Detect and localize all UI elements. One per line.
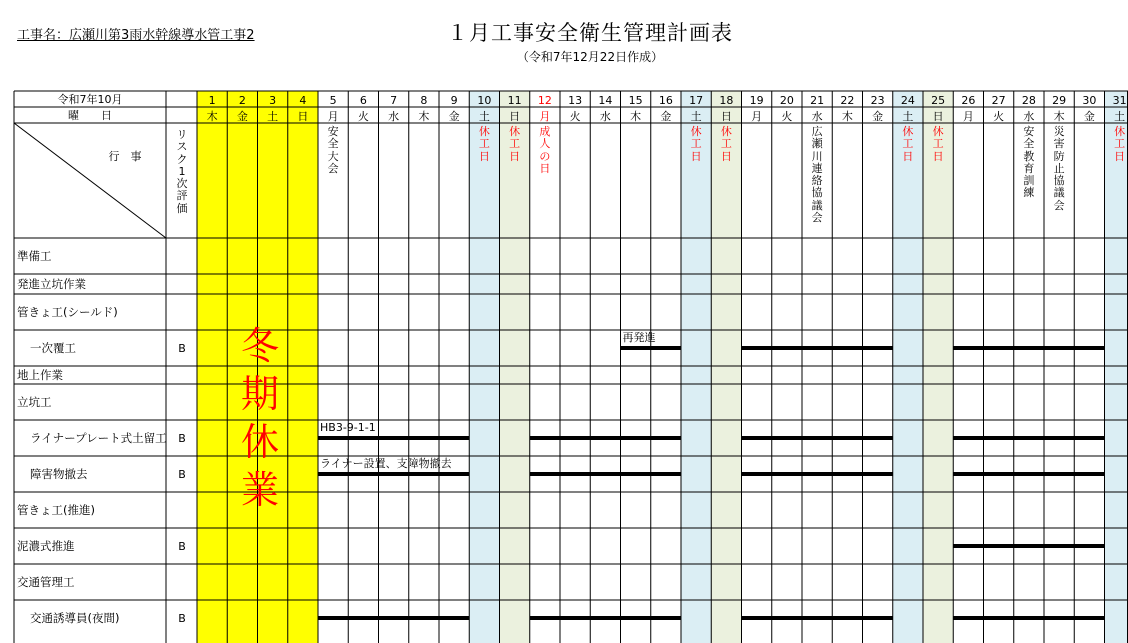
weekday-23: 金 [872, 110, 884, 123]
day-number-30: 30 [1082, 94, 1097, 107]
weekday-12: 月 [539, 110, 551, 123]
day-number-7: 7 [390, 94, 398, 107]
day-number-15: 15 [628, 94, 643, 107]
day-number-26: 26 [961, 94, 976, 107]
risk-value-3: B [178, 342, 186, 355]
day-number-24: 24 [900, 94, 915, 107]
day-column-18 [711, 91, 741, 643]
day-number-20: 20 [779, 94, 794, 107]
day-number-16: 16 [658, 94, 673, 107]
schedule-bar [742, 472, 893, 476]
row-label-4: 地上作業 [17, 368, 63, 382]
day-number-18: 18 [719, 94, 734, 107]
schedule-bar [953, 616, 1104, 620]
weekday-30: 金 [1083, 110, 1095, 123]
weekday-19: 月 [751, 110, 763, 123]
day-column-11 [500, 91, 530, 643]
day-number-11: 11 [507, 94, 522, 107]
weekday-24: 土 [902, 110, 914, 123]
row-label-10: 交通管理工 [17, 575, 75, 589]
row-label-6: ライナープレート式土留工 [30, 431, 167, 445]
weekday-17: 土 [690, 110, 702, 123]
day-number-31: 31 [1112, 94, 1127, 107]
weekday-28: 水 [1023, 110, 1035, 123]
schedule-bar [530, 436, 681, 440]
day-column-17 [681, 91, 711, 643]
day-number-19: 19 [749, 94, 764, 107]
event-29: 災 害 防 止 協 議 会 [1053, 125, 1065, 212]
weekday-label: 曜 日 [68, 109, 112, 122]
day-number-2: 2 [238, 94, 246, 107]
weekday-11: 日 [509, 110, 521, 123]
schedule-bar [953, 544, 1104, 548]
day-number-12: 12 [537, 94, 552, 107]
weekday-31: 土 [1114, 110, 1126, 123]
weekday-6: 火 [357, 110, 369, 123]
schedule-bar [530, 616, 681, 620]
day-number-4: 4 [299, 94, 307, 107]
weekday-10: 土 [478, 110, 490, 123]
day-column-25 [923, 91, 953, 643]
event-18: 休 工 日 [720, 125, 732, 163]
day-number-22: 22 [840, 94, 855, 107]
schedule-bar [318, 616, 469, 620]
weekday-14: 水 [599, 110, 611, 123]
row-label-9: 泥濃式推進 [17, 539, 75, 553]
event-24: 休 工 日 [902, 125, 914, 163]
weekday-4: 日 [297, 110, 309, 123]
event-5: 安 全 大 会 [327, 125, 339, 175]
weekday-26: 月 [962, 110, 974, 123]
schedule-bar [953, 436, 1104, 440]
event-label: 行 事 [108, 150, 142, 163]
risk-value-11: B [178, 612, 186, 625]
schedule-note-1: HB3-9-1-1 [320, 421, 376, 434]
day-number-28: 28 [1021, 94, 1036, 107]
day-number-1: 1 [208, 94, 216, 107]
row-label-5: 立坑工 [17, 395, 52, 409]
weekday-18: 日 [720, 110, 732, 123]
weekday-20: 火 [781, 110, 793, 123]
weekday-7: 水 [388, 110, 400, 123]
weekday-22: 木 [841, 110, 853, 123]
day-number-27: 27 [991, 94, 1006, 107]
weekday-27: 火 [993, 110, 1005, 123]
event-25: 休 工 日 [932, 125, 944, 163]
day-number-9: 9 [450, 94, 458, 107]
day-number-5: 5 [329, 94, 337, 107]
schedule-note-0: 再発進 [622, 331, 656, 344]
row-label-11: 交通誘導員(夜間) [30, 611, 120, 625]
weekday-25: 日 [932, 110, 944, 123]
weekday-29: 木 [1053, 110, 1065, 123]
row-label-0: 準備工 [17, 249, 52, 263]
risk-value-7: B [178, 468, 186, 481]
event-28: 安 全 教 育 訓 練 [1023, 125, 1035, 200]
event-21: 広 瀬 川 連 絡 協 議 会 [811, 125, 823, 225]
day-number-21: 21 [810, 94, 825, 107]
day-number-23: 23 [870, 94, 885, 107]
day-column-31 [1105, 91, 1128, 643]
schedule-bar [318, 472, 469, 476]
risk-value-9: B [178, 540, 186, 553]
schedule-bar [621, 346, 682, 350]
day-column-24 [893, 91, 923, 643]
schedule-note-2: ライナー設置、支障物撤去 [320, 457, 452, 470]
event-10: 休 工 日 [478, 125, 490, 163]
day-number-10: 10 [477, 94, 492, 107]
page-subtitle: （令和7年12月22日作成） [516, 50, 664, 64]
day-number-17: 17 [689, 94, 704, 107]
weekday-2: 金 [236, 110, 248, 123]
row-label-8: 管きょ工(推進) [17, 503, 95, 517]
weekday-13: 火 [569, 110, 581, 123]
weekday-5: 月 [327, 110, 339, 123]
schedule-bar [953, 346, 1104, 350]
row-label-7: 障害物撤去 [30, 467, 88, 481]
row-label-3: 一次覆工 [30, 341, 76, 355]
schedule-bar [742, 346, 893, 350]
grid-line [14, 123, 166, 238]
schedule-bar [953, 472, 1104, 476]
schedule-bar [742, 616, 893, 620]
winter-break-label: 冬 期 休 業 [240, 324, 279, 512]
schedule-bar [318, 436, 469, 440]
event-11: 休 工 日 [509, 125, 521, 163]
day-number-8: 8 [420, 94, 428, 107]
day-number-25: 25 [931, 94, 946, 107]
day-number-29: 29 [1052, 94, 1067, 107]
month-label: 令和7年10月 [57, 93, 123, 106]
risk-value-6: B [178, 432, 186, 445]
event-31: 休 工 日 [1114, 125, 1126, 163]
row-label-2: 管きょ工(シールド) [17, 305, 118, 319]
day-number-3: 3 [269, 94, 277, 107]
weekday-21: 水 [811, 110, 823, 123]
weekday-1: 木 [206, 110, 218, 123]
schedule-bar [530, 472, 681, 476]
weekday-3: 土 [267, 110, 279, 123]
weekday-8: 木 [418, 110, 430, 123]
schedule-bar [742, 436, 893, 440]
page-title: １月工事安全衛生管理計画表 [447, 21, 733, 45]
day-column-10 [469, 91, 499, 643]
day-number-13: 13 [568, 94, 583, 107]
event-17: 休 工 日 [690, 125, 702, 163]
day-number-14: 14 [598, 94, 613, 107]
project-name: 工事名：広瀬川第3雨水幹線導水管工事2 [17, 28, 255, 43]
risk-header: リ ス ク 1 次 評 価 [176, 128, 188, 215]
event-12: 成 人 の 日 [539, 125, 551, 175]
weekday-16: 金 [660, 110, 672, 123]
weekday-15: 木 [630, 110, 642, 123]
day-number-6: 6 [359, 94, 367, 107]
weekday-9: 金 [448, 110, 460, 123]
row-label-1: 発進立坑作業 [17, 277, 86, 291]
